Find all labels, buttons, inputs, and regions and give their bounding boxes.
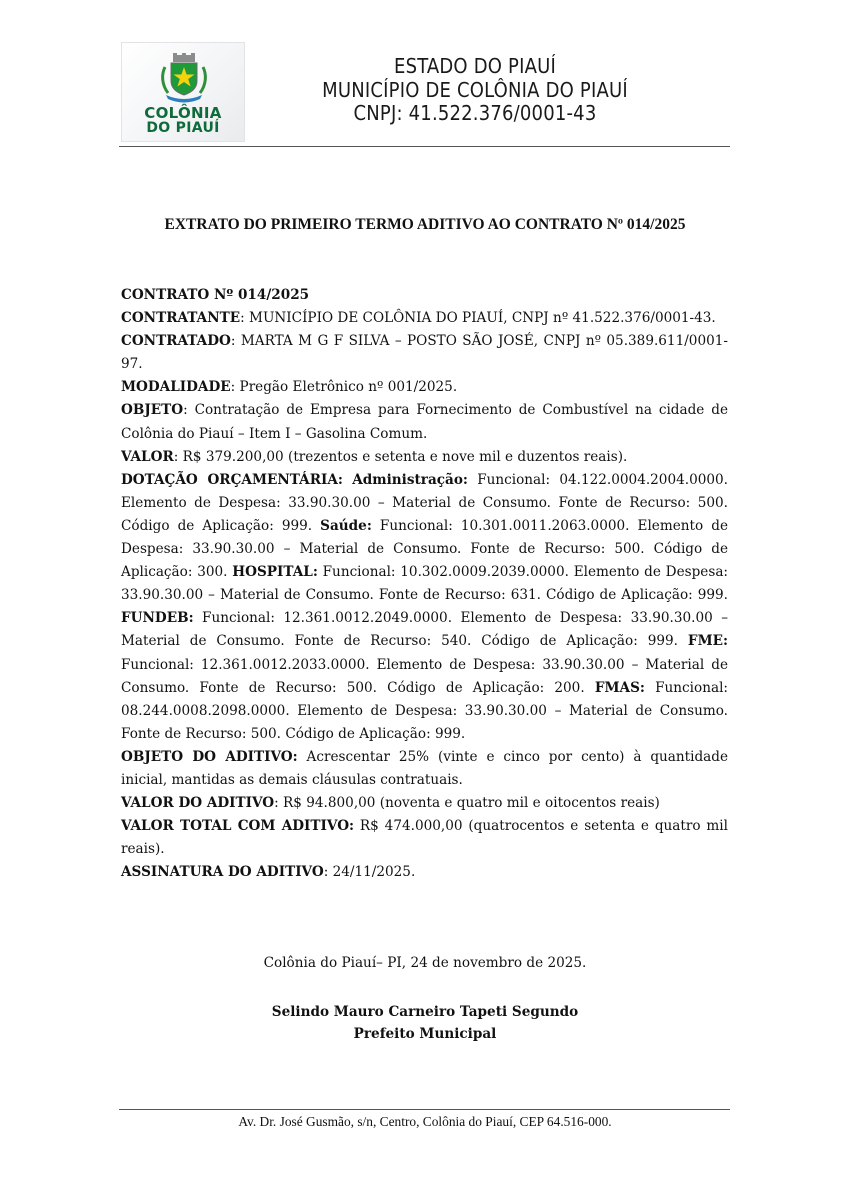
objeto-label: OBJETO	[121, 402, 184, 419]
logo-text-do-piaui: DO PIAUÍ	[146, 120, 220, 136]
modalidade-line	[121, 376, 728, 399]
valor-aditivo-line	[121, 792, 728, 815]
dotacao-admin-text: Funcional: 04.122.0004.2004.0000. Elemento de Despesa: 33.90.30.00 – Material de Consumo. Fonte de Recurso: 500. Código de Aplicação: 999.	[121, 471, 728, 534]
dotacao-fundeb-label: FUNDEB:	[121, 610, 194, 627]
valor-total-value: R$ 474.000,00 (quatrocentos e setenta e quatro mil reais).	[121, 818, 728, 858]
assinatura-line	[121, 861, 728, 884]
objeto-aditivo-line	[121, 746, 728, 792]
coat-of-arms-icon	[156, 53, 212, 105]
signatory-name: Selindo Mauro Carneiro Tapeti Segundo	[271, 1004, 579, 1020]
valor-label: VALOR	[121, 448, 174, 465]
header-state: ESTADO DO PIAUÍ	[394, 54, 556, 78]
dotacao-fmas-label: FMAS:	[594, 679, 645, 696]
objeto-value: : Contratação de Empresa para Fornecimento de Combustível na cidade de Colônia do Piauí – Item I – Gasolina Comum.	[121, 402, 728, 442]
modalidade-label: MODALIDADE	[121, 379, 231, 396]
header-cnpj: CNPJ: 41.522.376/0001-43	[353, 101, 597, 125]
dotacao-fundeb-text: Funcional: 12.361.0012.2049.0000. Elemento de Despesa: 33.90.30.00 – Material de Consumo. Fonte de Recurso: 540. Código de Aplicação: 999.	[121, 610, 728, 650]
footer-divider	[119, 1109, 730, 1110]
valor-value: : R$ 379.200,00 (trezentos e setenta e nove mil e duzentos reais).	[173, 448, 628, 465]
dotacao-label: DOTAÇÃO ORÇAMENTÁRIA:	[121, 471, 343, 488]
place-date: Colônia do Piauí– PI, 24 de novembro de 2025.	[263, 955, 587, 971]
dotacao-paragraph	[121, 469, 728, 746]
document-title: EXTRATO DO PRIMEIRO TERMO ADITIVO AO CONTRATO Nº 014/2025	[164, 216, 686, 233]
valor-total-line	[121, 815, 728, 861]
valor-line	[121, 446, 728, 469]
dotacao-admin-label: Administração:	[352, 471, 468, 488]
document-body	[121, 284, 728, 884]
assinatura-label: ASSINATURA DO ADITIVO	[121, 864, 324, 881]
objeto-aditivo-value: Acrescentar 25% (vinte e cinco por cento) à quantidade inicial, mantidas as demais cláusulas contratuais.	[121, 748, 728, 788]
contratado-label: CONTRATADO	[121, 333, 231, 350]
header-municipality: MUNICÍPIO DE COLÔNIA DO PIAUÍ	[322, 78, 628, 102]
municipality-logo	[121, 42, 245, 142]
contratado-line	[121, 330, 728, 376]
contratante-label: CONTRATANTE	[121, 310, 241, 327]
logo-text-colonia: COLÔNIA	[144, 104, 222, 122]
contratante-value: : MUNICÍPIO DE COLÔNIA DO PIAUÍ, CNPJ nº 41.522.376/0001-43.	[240, 310, 716, 327]
contract-number: CONTRATO Nº 014/2025	[121, 287, 310, 303]
signature-block	[110, 1001, 740, 1045]
modalidade-value: : Pregão Eletrônico nº 001/2025.	[230, 379, 458, 396]
dotacao-saude-text: Funcional: 10.301.0011.2063.0000. Elemento de Despesa: 33.90.30.00 – Material de Consumo. Fonte de Recurso: 500. Código de Aplicação: 300.	[121, 517, 728, 581]
valor-aditivo-label: VALOR DO ADITIVO	[121, 795, 275, 812]
valor-total-label: VALOR TOTAL COM ADITIVO:	[121, 818, 355, 835]
valor-aditivo-value: : R$ 94.800,00 (noventa e quatro mil e oitocentos reais)	[274, 795, 660, 812]
assinatura-value: : 24/11/2025.	[323, 864, 416, 881]
dotacao-saude-label: Saúde:	[320, 517, 372, 534]
contract-number-line	[121, 284, 728, 307]
footer-address: Av. Dr. José Gusmão, s/n, Centro, Colônia do Piauí, CEP 64.516-000.	[238, 1114, 612, 1129]
dotacao-fme-label: FME:	[687, 633, 728, 650]
contratado-value: : MARTA M G F SILVA – POSTO SÃO JOSÉ, CNPJ nº 05.389.611/0001-97.	[121, 333, 728, 373]
dotacao-fme-text: Funcional: 12.361.0012.2033.0000. Elemento de Despesa: 33.90.30.00 – Material de Consumo. Fonte de Recurso: 500. Código de Aplicação: 200.	[121, 656, 728, 696]
header-divider	[119, 146, 730, 147]
dotacao-fmas-text: Funcional: 08.244.0008.2098.0000. Elemento de Despesa: 33.90.30.00 – Material de Consumo. Fonte de Recurso: 500. Código de Aplicação: 999.	[121, 679, 728, 742]
objeto-line	[121, 399, 728, 445]
signatory-role: Prefeito Municipal	[353, 1026, 497, 1042]
contratante-line	[121, 307, 728, 330]
dotacao-hospital-label: HOSPITAL:	[232, 564, 318, 581]
objeto-aditivo-label: OBJETO DO ADITIVO:	[121, 748, 298, 765]
dotacao-hospital-text: Funcional: 10.302.0009.2039.0000. Elemento de Despesa: 33.90.30.00 – Material de Consumo. Fonte de Recurso: 631. Código de Aplicação: 999.	[121, 564, 729, 604]
